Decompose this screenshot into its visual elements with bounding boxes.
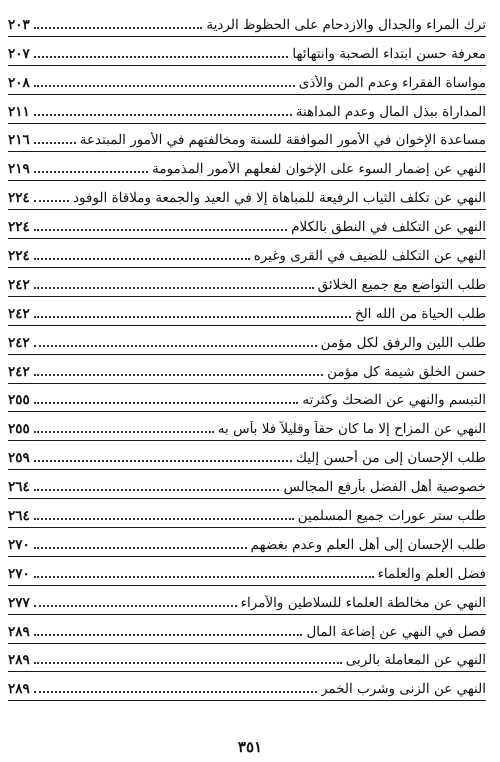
- toc-entry-page: ٢٤٢: [8, 334, 30, 351]
- toc-entry-title: النهي عن المعاملة بالربى: [345, 652, 486, 669]
- toc-entry-page: ٢٢٤: [8, 248, 30, 265]
- toc-entry-title: النهي عن الزنى وشرب الخمر: [320, 681, 486, 698]
- toc-row: [8, 66, 486, 95]
- toc-row: [8, 586, 486, 615]
- toc-entry-page: ٢٥٥: [8, 421, 30, 438]
- toc-entry-page: ٢١١: [8, 103, 30, 120]
- toc-row: [8, 181, 486, 210]
- toc-row: [8, 644, 486, 673]
- toc-row: [8, 326, 486, 355]
- toc-dot-leader: [34, 605, 237, 607]
- toc-dot-leader: [34, 85, 295, 87]
- toc-entry-title: النهي عن مخالطة العلماء للسلاطين والأمراء: [240, 594, 486, 611]
- toc-row: [8, 412, 486, 441]
- toc-entry-title: مساعدة الإخوان في الأمور الموافقة للسنة ومخالفتهم في الأمور المبتدعة: [79, 132, 486, 149]
- table-of-contents: [8, 8, 486, 701]
- toc-dot-leader: [34, 27, 203, 29]
- toc-entry-title: النهي عن التكلف في النطق بالكلام: [291, 219, 486, 236]
- toc-dot-leader: [34, 431, 214, 433]
- toc-entry-page: ٢٨٩: [8, 681, 30, 698]
- toc-dot-leader: [34, 518, 294, 520]
- toc-dot-leader: [34, 460, 292, 462]
- toc-dot-leader: [34, 402, 299, 404]
- toc-entry-page: ٢٥٩: [8, 450, 30, 467]
- toc-row: [8, 239, 486, 268]
- toc-dot-leader: [34, 142, 76, 144]
- toc-entry-page: ٢٠٧: [8, 45, 30, 62]
- toc-entry-title: النهي عن المزاح إلا ما كان حقاً وقليلاً فلا بأس به: [217, 421, 486, 438]
- toc-entry-page: ٢٨٩: [8, 652, 30, 669]
- page-number: ٣٥١: [237, 738, 263, 756]
- toc-row: [8, 441, 486, 470]
- toc-row: [8, 355, 486, 384]
- toc-entry-title: طلب اللين والرفق لكل مؤمن: [320, 334, 486, 351]
- toc-entry-page: ٢٦٤: [8, 508, 30, 525]
- toc-dot-leader: [34, 56, 289, 58]
- toc-row: [8, 210, 486, 239]
- toc-entry-page: ٢٥٥: [8, 392, 30, 409]
- toc-entry-page: ٢٤٢: [8, 363, 30, 380]
- toc-entry-title: النهي عن التكلف للضيف في القرى وغيره: [253, 248, 486, 265]
- toc-entry-page: ٢٧٠: [8, 565, 30, 582]
- toc-dot-leader: [34, 691, 317, 693]
- toc-entry-title: النهي عن إضمار السوء على الإخوان لفعلهم الأمور المذمومة: [152, 161, 486, 178]
- toc-dot-leader: [34, 634, 303, 636]
- toc-entry-title: النهي عن تكلف الثياب الرفيعة للمباهاة إلا في العيد والجمعة وملاقاة الوفود: [73, 190, 486, 207]
- toc-row: [8, 470, 486, 499]
- toc-entry-title: التبسم والنهي عن الضحك وكثرته: [302, 392, 486, 409]
- toc-entry-title: خصوصية أهل الفضل بأرفع المجالس: [283, 479, 486, 496]
- toc-row: [8, 268, 486, 297]
- toc-dot-leader: [34, 576, 374, 578]
- toc-row: [8, 384, 486, 413]
- toc-row: [8, 8, 486, 37]
- toc-dot-leader: [34, 489, 280, 491]
- toc-entry-title: مواساة الفقراء وعدم المن والأذى: [298, 74, 486, 91]
- toc-dot-leader: [34, 547, 247, 549]
- toc-entry-title: طلب الإحسان إلى من أحسن إليك: [295, 450, 486, 467]
- toc-row: [8, 297, 486, 326]
- toc-entry-page: ٢٠٨: [8, 74, 30, 91]
- toc-dot-leader: [34, 287, 314, 289]
- toc-row: [8, 528, 486, 557]
- toc-dot-leader: [34, 171, 148, 173]
- toc-entry-title: معرفة حسن ابتداء الصحبة وانتهائها: [292, 45, 486, 62]
- toc-entry-page: ٢٦٤: [8, 479, 30, 496]
- toc-entry-title: طلب الإحسان إلى أهل العلم وعدم بغضهم: [250, 536, 486, 553]
- toc-entry-page: ٢٤٢: [8, 305, 30, 322]
- toc-dot-leader: [34, 662, 342, 664]
- toc-entry-page: ٢١٩: [8, 161, 30, 178]
- toc-entry-title: طلب الحياة من الله الخ: [354, 305, 486, 322]
- toc-row: [8, 124, 486, 153]
- toc-dot-leader: [34, 114, 292, 116]
- toc-entry-page: ٢٢٤: [8, 219, 30, 236]
- toc-dot-leader: [34, 229, 287, 231]
- toc-dot-leader: [34, 374, 323, 376]
- toc-row: [8, 499, 486, 528]
- toc-entry-page: ٢٤٢: [8, 276, 30, 293]
- toc-entry-title: طلب ستر عورات جميع المسلمين: [297, 508, 486, 525]
- toc-entry-page: ٢٢٤: [8, 190, 30, 207]
- toc-dot-leader: [34, 200, 69, 202]
- toc-row: [8, 95, 486, 124]
- toc-row: [8, 672, 486, 701]
- toc-dot-leader: [34, 316, 351, 318]
- toc-entry-page: ٢٧٧: [8, 594, 30, 611]
- toc-row: [8, 152, 486, 181]
- toc-entry-title: فضل العلم والعلماء: [377, 565, 486, 582]
- toc-entry-title: طلب التواضع مع جميع الخلائق: [317, 276, 486, 293]
- toc-entry-page: ٢٧٠: [8, 536, 30, 553]
- toc-entry-page: ٢٠٣: [8, 16, 30, 33]
- toc-dot-leader: [34, 345, 317, 347]
- toc-entry-title: ترك المراء والجدال والازدحام على الحظوظ الردية: [206, 16, 486, 33]
- toc-entry-title: فصل في النهي عن إضاعة المال: [306, 623, 486, 640]
- toc-row: [8, 557, 486, 586]
- toc-row: [8, 615, 486, 644]
- toc-row: [8, 37, 486, 66]
- toc-entry-page: ٢٨٩: [8, 623, 30, 640]
- toc-entry-page: ٢١٦: [8, 132, 30, 149]
- toc-entry-title: المداراة ببذل المال وعدم المداهنة: [295, 103, 486, 120]
- toc-entry-title: حسن الخلق شيمة كل مؤمن: [327, 363, 486, 380]
- toc-dot-leader: [34, 258, 250, 260]
